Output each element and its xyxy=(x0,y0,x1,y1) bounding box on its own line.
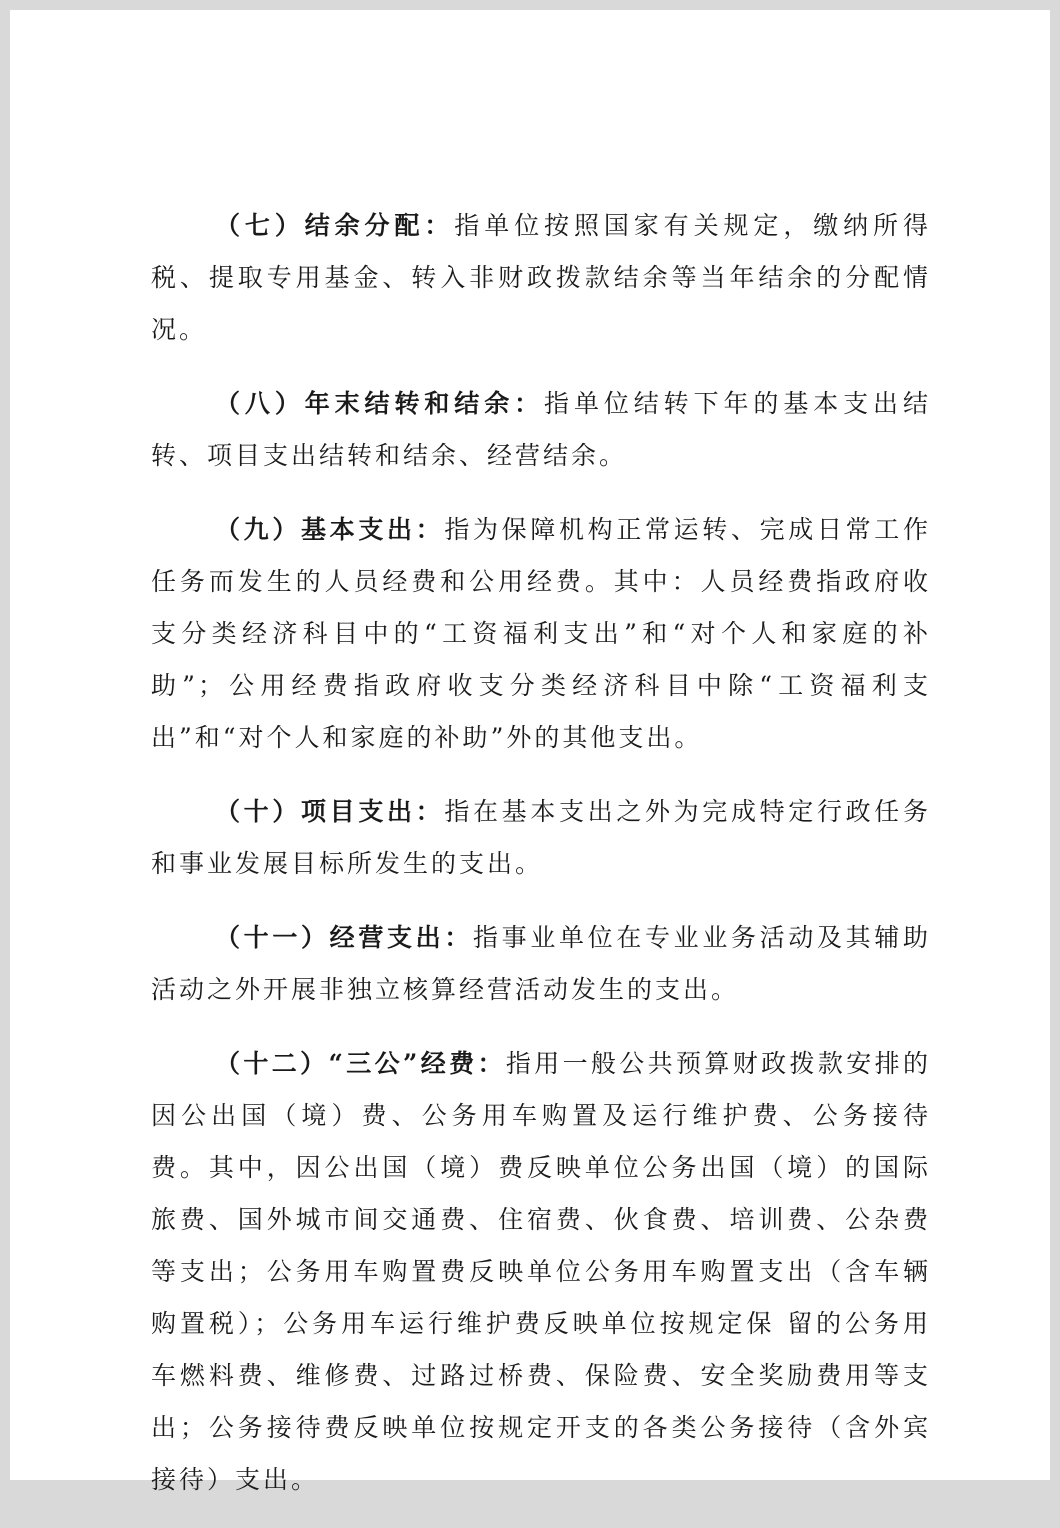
section-7-text: 指单位按照国家有关规定，缴纳所得税、提取专用基金、转入非财政拨款结余等当年结余的分配情况。 xyxy=(151,211,931,344)
section-9-text: 指为保障机构正常运转、完成日常工作任务而发生的人员经费和公用经费。其中：人员经费指政府收支分类经济科目中的“工资福利支出”和“对个人和家庭的补助”；公用经费指政府收支分类经济科目中除“工资福利支出”和“对个人和家庭的补助”外的其他支出。 xyxy=(151,515,931,752)
section-12 xyxy=(151,1038,931,1506)
section-8-text: 指单位结转下年的基本支出结转、项目支出结转和结余、经营结余。 xyxy=(151,389,931,470)
section-10-number: （十） xyxy=(215,797,301,826)
section-7-number: （七） xyxy=(215,211,305,240)
section-7-term: 结余分配： xyxy=(304,211,455,240)
section-8 xyxy=(151,378,931,482)
section-11-text: 指事业单位在专业业务活动及其辅助活动之外开展非独立核算经营活动发生的支出。 xyxy=(151,923,931,1004)
section-11-term: 经营支出： xyxy=(329,923,473,952)
section-9 xyxy=(151,504,931,764)
section-8-number: （八） xyxy=(215,389,305,418)
section-7 xyxy=(151,200,931,356)
section-10-term: 项目支出： xyxy=(301,797,445,826)
section-12-term: “三公”经费： xyxy=(328,1049,506,1078)
section-11 xyxy=(151,912,931,1016)
section-9-term: 基本支出： xyxy=(301,515,445,544)
section-12-text: 指用一般公共预算财政拨款安排的因公出国（境）费、公务用车购置及运行维护费、公务接待费。其中，因公出国（境）费反映单位公务出国（境）的国际旅费、国外城市间交通费、住宿费、伙食费、培训费、公杂费等支出；公务用车购置费反映单位公务用车购置支出（含车辆购置税）；公务用车运行维护费反映单位按规定保 留的公务用车燃料费、维修费、过路过桥费、保险费、安全奖励费用等支出；公务接待费反映单位按规定开支的各类公务接待（含外宾接待）支出。 xyxy=(151,1049,931,1494)
section-8-term: 年末结转和结余： xyxy=(304,389,545,418)
section-12-number: （十二） xyxy=(215,1049,329,1078)
section-10 xyxy=(151,786,931,890)
section-10-text: 指在基本支出之外为完成特定行政任务和事业发展目标所发生的支出。 xyxy=(151,797,931,878)
document-page xyxy=(10,10,1050,1494)
document-body xyxy=(151,200,931,1528)
section-9-number: （九） xyxy=(215,515,301,544)
section-11-number: （十一） xyxy=(215,923,330,952)
